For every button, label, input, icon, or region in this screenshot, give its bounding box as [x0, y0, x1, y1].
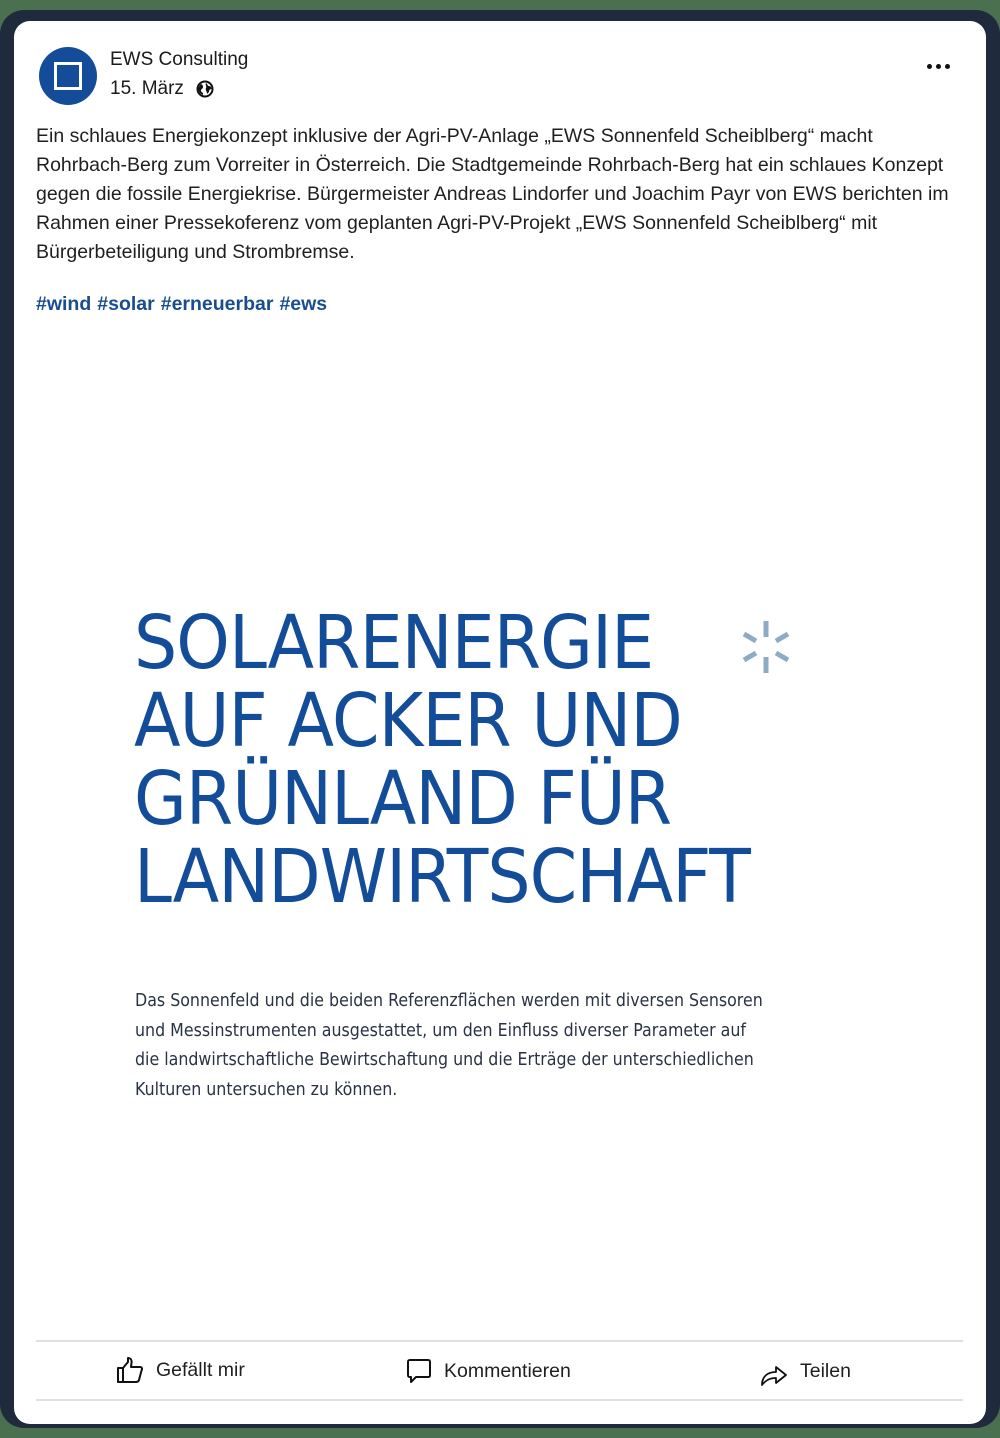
- headline-line: GRÜNLAND FÜR: [134, 756, 672, 842]
- thumbs-up-icon: [116, 1356, 144, 1384]
- post-date: 15. März: [110, 78, 184, 99]
- body-line: die landwirtschaftliche Bewirtschaftung und die Erträge der unterschiedlichen: [135, 1049, 754, 1070]
- hashtag-link[interactable]: #wind: [36, 293, 92, 315]
- logo-square-icon: [54, 62, 82, 90]
- body-line: und Messinstrumenten ausgestattet, um den Einfluss diverser Parameter auf: [135, 1019, 746, 1041]
- divider: [36, 1399, 963, 1401]
- more-options-button[interactable]: [922, 59, 954, 73]
- graphic-body-text: [135, 986, 857, 1104]
- share-label: Teilen: [800, 1359, 851, 1382]
- post-text: Ein schlaues Energiekonzept inklusive der Agri-PV-Anlage „EWS Sonnenfeld Scheiblberg“ macht Rohrbach-Berg zum Vorreiter in Österreich. Die Stadtgemeinde Rohrbach-Berg hat ein schlaues Konzept gegen die fossile Energiekrise. Bürgermeister Andreas Lindorfer und Joachim Payr von EWS berichten im Rahmen einer Pressekoferenz vom geplanten Agri-PV-Projekt „EWS Sonnenfeld Scheiblberg“ mit Bürgerbeteiligung und Strombremse.: [36, 125, 949, 263]
- author-name[interactable]: EWS Consulting: [110, 49, 249, 70]
- more-dot: [936, 64, 941, 69]
- comment-button[interactable]: [406, 1358, 571, 1384]
- like-label: Gefällt mir: [156, 1358, 245, 1381]
- hashtag-link[interactable]: #erneuerbar: [160, 293, 274, 315]
- post-meta: [110, 78, 214, 100]
- avatar[interactable]: [39, 47, 97, 105]
- more-horizontal-icon: [927, 64, 932, 69]
- body-line: Das Sonnenfeld und die beiden Referenzflächen werden mit diversen Sensoren: [135, 990, 763, 1011]
- like-button[interactable]: [116, 1356, 245, 1384]
- globe-icon: [196, 80, 214, 98]
- divider: [36, 1340, 963, 1342]
- hashtag-link[interactable]: #solar: [97, 293, 155, 315]
- sunburst-icon: [736, 617, 796, 677]
- headline-line: SOLARENERGIE: [134, 600, 654, 686]
- headline-line: LANDWIRTSCHAFT: [134, 834, 750, 920]
- comment-label: Kommentieren: [444, 1359, 571, 1382]
- post-card: [14, 21, 986, 1424]
- hashtags: [36, 293, 327, 316]
- body-line: Kulturen untersuchen zu können.: [135, 1078, 398, 1100]
- hashtag-link[interactable]: #ews: [279, 293, 328, 315]
- more-dot: [945, 64, 950, 69]
- share-arrow-icon: [760, 1360, 788, 1388]
- comment-icon: [406, 1358, 432, 1384]
- graphic-headline: [134, 600, 833, 920]
- headline-line: AUF ACKER UND: [134, 678, 682, 764]
- share-button[interactable]: [760, 1354, 851, 1388]
